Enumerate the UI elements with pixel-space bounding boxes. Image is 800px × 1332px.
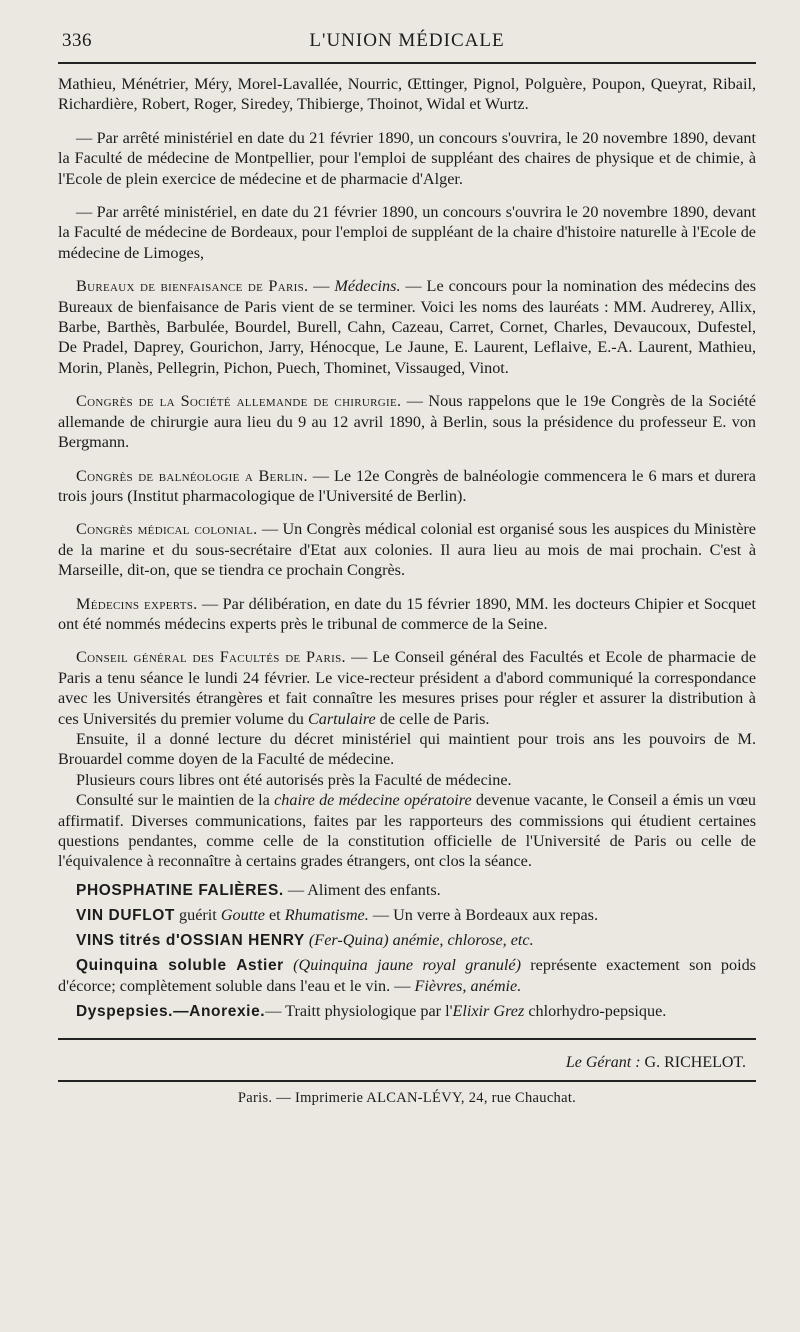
section-heading: Congrès de la Société allemande de chirurgie.: [76, 392, 402, 411]
imprint-rule: [58, 1080, 756, 1082]
paragraph-congres-colonial: Congrès médical colonial. — Un Congrès médical colonial est organisé sous les auspices du Ministère de la marine et du sous-secrétaire d'Etat aux colonies. Il aura lieu au mois de mai prochain. C'est à Marseille, dit-on, que se tiendra ce prochain Congrès.: [58, 520, 756, 580]
paragraph-montpellier-concours: — Par arrêté ministériel en date du 21 février 1890, un concours s'ouvrira, le 20 novembre 1890, devant la Faculté de médecine de Montpellier, pour l'emploi de suppléant des chaires de physique et de chimie, à l'Ecole de plein exercice de médecine et de pharmacie d'Alger.: [58, 128, 756, 188]
section-heading: Bureaux de bienfaisance de Paris.: [76, 277, 309, 296]
paragraph-bordeaux-concours: — Par arrêté ministériel, en date du 21 février 1890, un concours s'ouvrira le 20 novembre 1890, devant la Faculté de médecine de Bordeaux, pour l'emploi de suppléant de la chaire d'histoire naturelle à l'Ecole de médecine de Limoges,: [58, 203, 756, 262]
section-heading: Congrès de balnéologie a Berlin.: [76, 466, 308, 485]
paragraph-conseil-general: Conseil général des Facultés de Paris. — Le Conseil général des Facultés et Ecole de pharmacie de Paris a tenu séance le lundi 24 février. Le vice-recteur président a d'abord communiqué la correspondance avec les Universités étrangères et fait connaître les mesures prises pour régler et assurer la distribution à ces Universités du premier volume du Cartulaire de celle de Paris.: [58, 648, 756, 728]
paragraph-chaire-operatoire: Consulté sur le maintien de la chaire de médecine opératoire devenue vacante, le Conseil a émis un vœu affirmatif. Diverses communications, faites par les rapporteurs des commissions qui étudient certaines questions pendantes, comme celle de la constitution officielle de l'Université de Paris ou celle de l'équivalence à reconnaître à certains grades étrangers, ont clos la séance.: [58, 791, 756, 871]
page-number: 336: [62, 30, 92, 51]
running-title: L'UNION MÉDICALE: [309, 30, 505, 51]
section-heading: Conseil général des Facultés de Paris.: [76, 648, 346, 667]
imprint-line: Paris. — Imprimerie ALCAN-LÉVY, 24, rue Chauchat.: [237, 1089, 577, 1106]
paragraph-bureaux-bienfaisance: Bureaux de bienfaisance de Paris. — Médecins. — Le concours pour la nomination des médecins des Bureaux de bienfaisance de Paris vient de se terminer. Voici les noms des lauréats : MM. Audrerey, Allix, Barbe, Barthès, Barbulée, Bourdel, Burell, Cahn, Cazeau, Carret, Cornet, Charles, Devaucoux, Dufestel, De Pradel, Daprey, Gourichon, Jarry, Hénocque, Le Jaune, E. Laurent, Leflaive, E.-A. Laurent, Mathieu, Morin, Planès, Pellegrin, Pichon, Puech, Thominet, Vissauged, Vinot.: [58, 277, 757, 377]
paragraph-congres-balneologie: Congrès de balnéologie a Berlin. — Le 12e Congrès de balnéologie commencera le 6 mars et durera trois jours (Institut pharmacologique de l'Université de Berlin).: [58, 466, 756, 505]
paragraph-medecins-experts: Médecins experts. — Par délibération, en date du 15 février 1890, MM. les docteurs Chipier et Socquet ont été nommés médecins experts près le tribunal de commerce de la Seine.: [58, 594, 756, 633]
gerant-signature: Le Gérant : G. RICHELOT.: [565, 1053, 746, 1071]
paragraph-cours-libres: Plusieurs cours libres ont été autorisés près la Faculté de médecine.: [76, 770, 512, 789]
section-heading: Congrès médical colonial.: [76, 520, 258, 539]
paragraph-names-list: Mathieu, Ménétrier, Méry, Morel-Lavallée, Nourric, Œttinger, Pignol, Polguère, Poupon, Queyrat, Ribail, Richardière, Robert, Roger, Siredey, Thibierge, Thoinot, Widal et Wurtz.: [58, 75, 756, 114]
footer-rule: [58, 1038, 756, 1040]
article-body: [58, 74, 756, 872]
ad-vin-duflot: VIN DUFLOT guérit Goutte et Rhumatisme. — Un verre à Bordeaux aux repas.: [76, 905, 599, 924]
section-heading: Médecins experts.: [76, 594, 198, 613]
ad-elixir-grez: Dyspepsies.—Anorexie.— Traitt physiologique par l'Elixir Grez chlorhydro-pepsique.: [76, 1001, 667, 1020]
ad-vins-ossian-henry: VINS titrés d'OSSIAN HENRY (Fer-Quina) anémie, chlorose, etc.: [76, 930, 534, 949]
advertisements: [58, 880, 756, 1022]
ad-quinquina-astier: Quinquina soluble Astier (Quinquina jaune royal granulé) représente exactement son poids d'écorce; complètement soluble dans l'eau et le vin. — Fièvres, anémie.: [58, 955, 756, 995]
paragraph-decret-brouardel: Ensuite, il a donné lecture du décret ministériel qui maintient pour trois ans les pouvoirs de M. Brouardel comme doyen de la Faculté de médecine.: [58, 729, 756, 769]
paragraph-congres-chirurgie: Congrès de la Société allemande de chirurgie. — Nous rappelons que le 19e Congrès de la Société allemande de chirurgie aura lieu du 9 au 12 avril 1890, à Berlin, sous la présidence du professeur E. von Bergmann.: [58, 392, 756, 452]
page-header: [58, 0, 756, 64]
ad-phosphatine: PHOSPHATINE FALIÈRES. — Aliment des enfants.: [76, 880, 441, 899]
header-rule: [58, 62, 756, 64]
